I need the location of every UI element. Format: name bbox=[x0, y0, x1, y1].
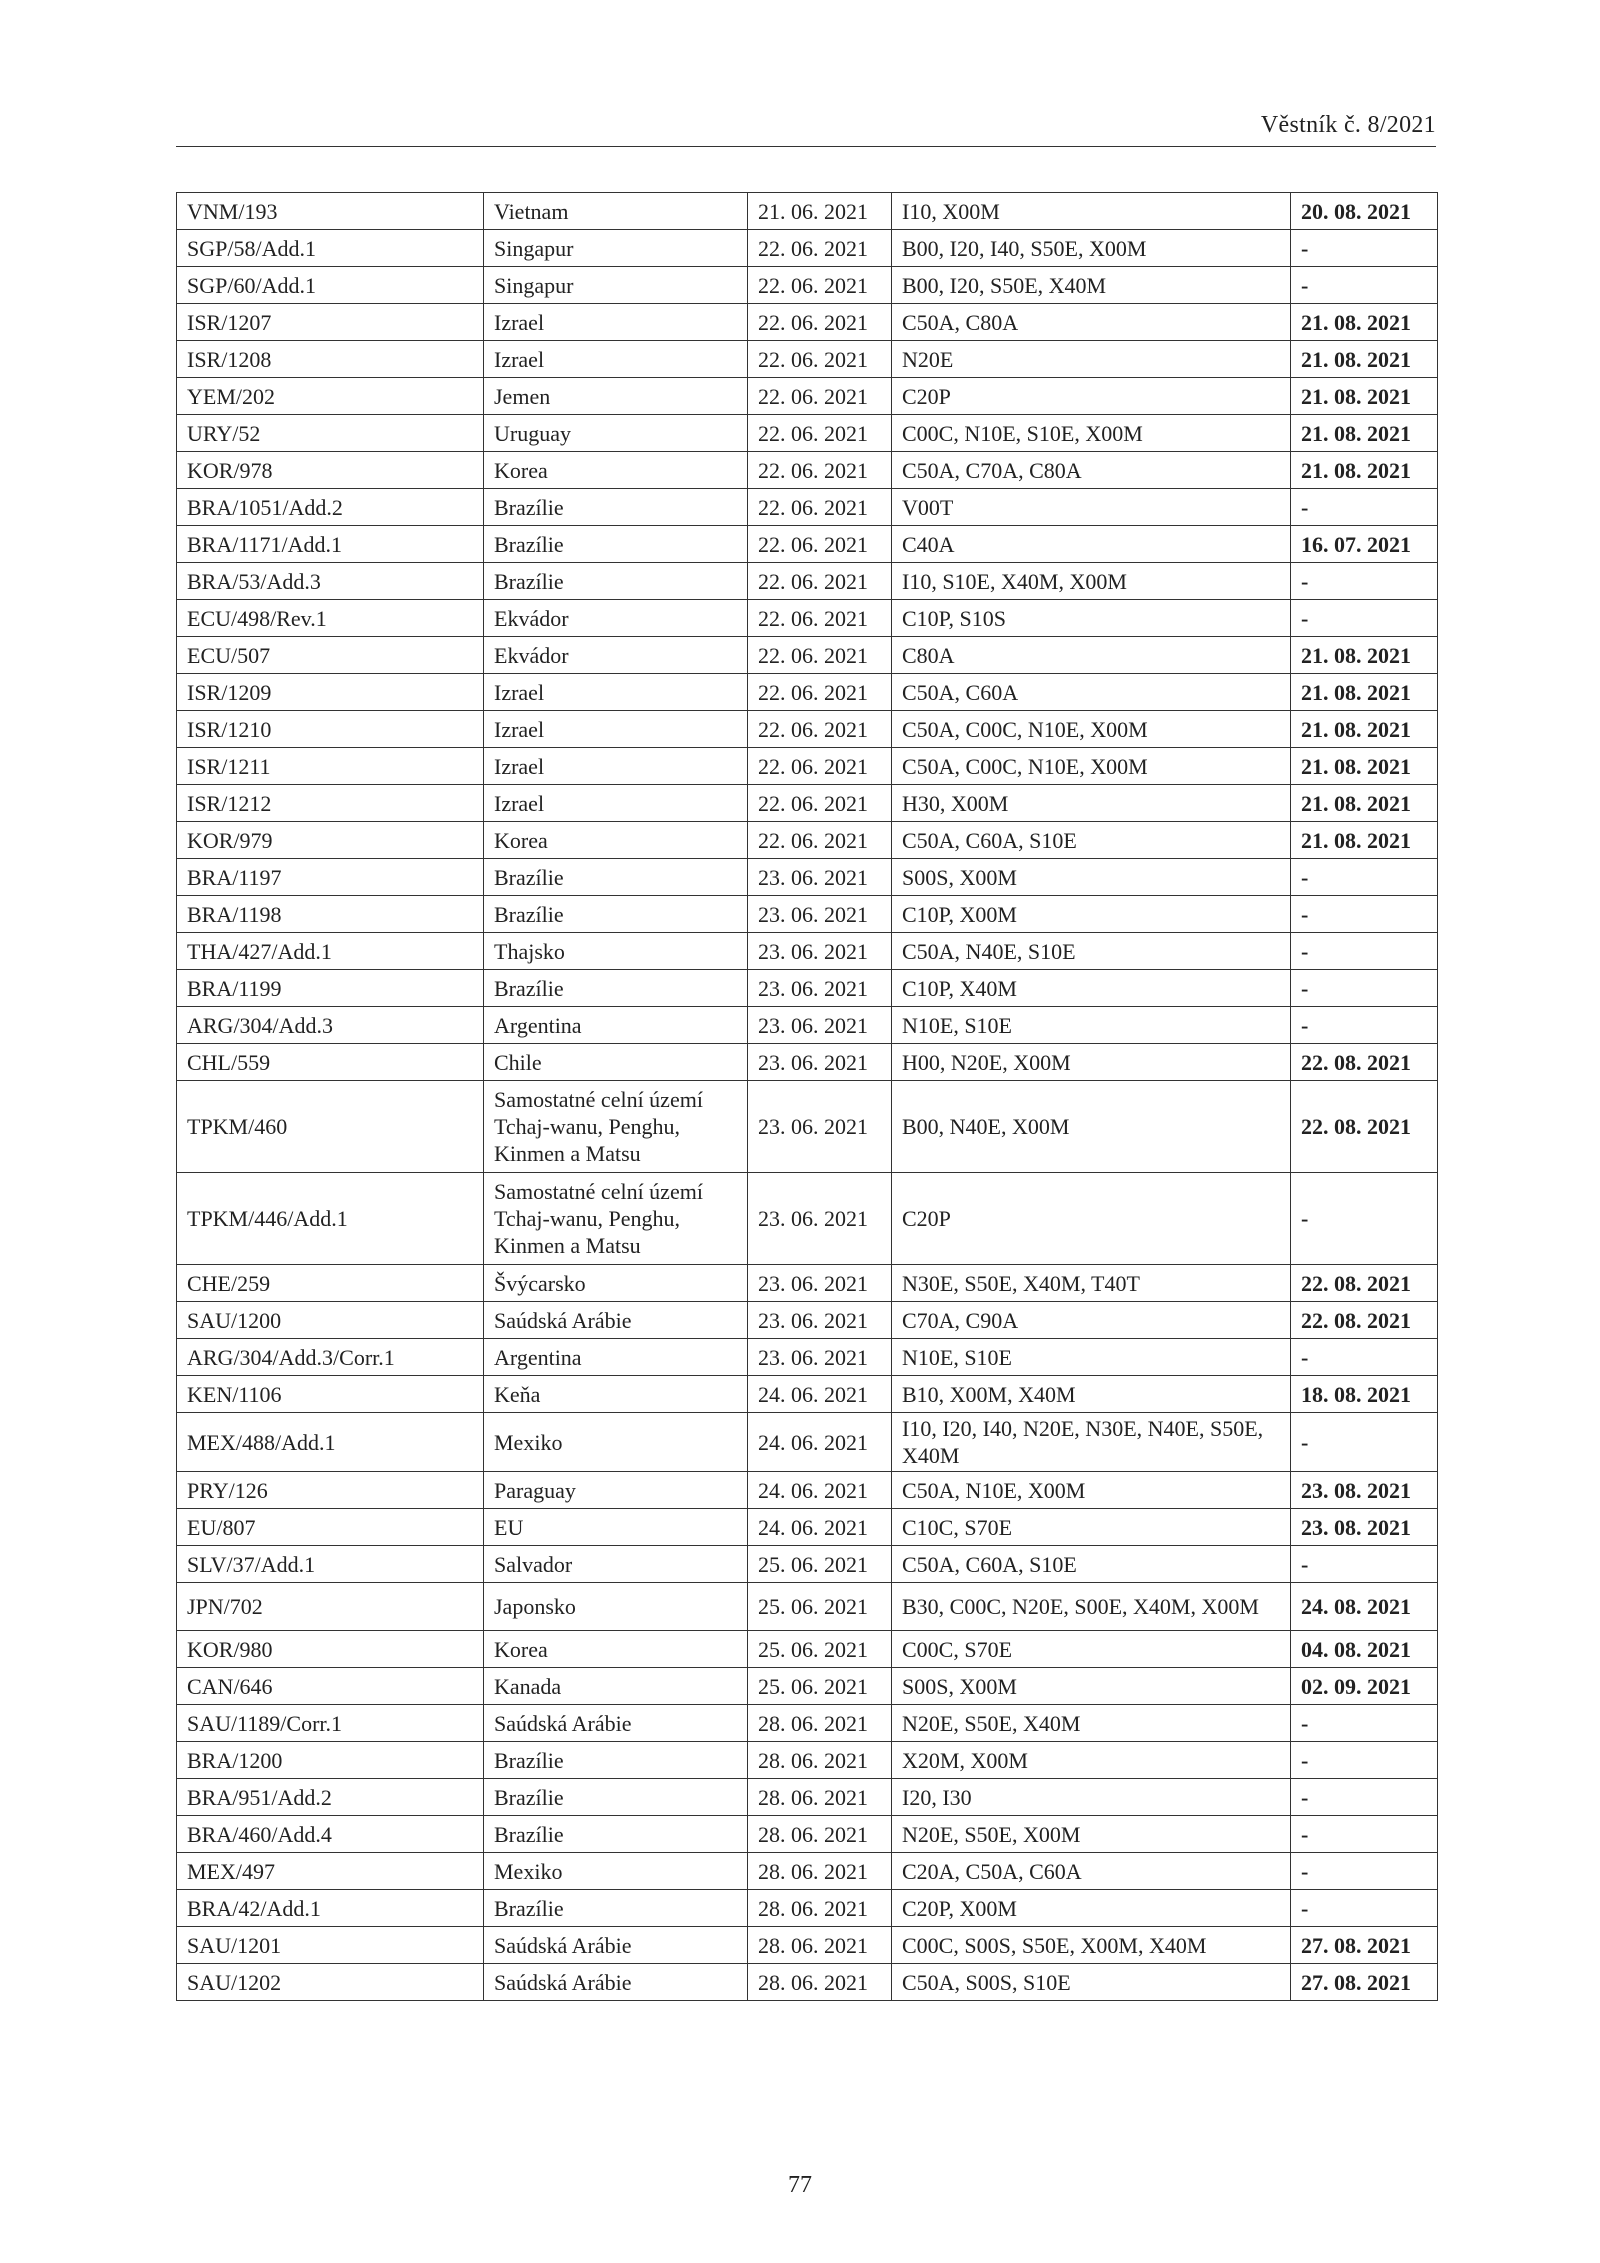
ics-codes-cell: V00T bbox=[892, 489, 1291, 526]
country-cell: Saúdská Arábie bbox=[484, 1302, 748, 1339]
date-cell: 22. 06. 2021 bbox=[748, 637, 892, 674]
ics-codes-cell: C50A, C80A bbox=[892, 304, 1291, 341]
table-row bbox=[177, 822, 1438, 859]
comment-deadline-cell: - bbox=[1291, 563, 1438, 600]
comment-deadline-cell: - bbox=[1291, 230, 1438, 267]
ics-codes-cell: I10, S10E, X40M, X00M bbox=[892, 563, 1291, 600]
ics-codes-cell: B00, I20, S50E, X40M bbox=[892, 267, 1291, 304]
country-cell: Brazílie bbox=[484, 970, 748, 1007]
date-cell: 22. 06. 2021 bbox=[748, 452, 892, 489]
ics-codes-cell: C10C, S70E bbox=[892, 1509, 1291, 1546]
country-cell: Brazílie bbox=[484, 896, 748, 933]
ics-codes-cell: B10, X00M, X40M bbox=[892, 1376, 1291, 1413]
notification-code-cell: VNM/193 bbox=[177, 193, 484, 230]
country-cell: Brazílie bbox=[484, 563, 748, 600]
table-row bbox=[177, 1964, 1438, 2001]
notification-code-cell: YEM/202 bbox=[177, 378, 484, 415]
ics-codes-cell: B00, I20, I40, S50E, X00M bbox=[892, 230, 1291, 267]
ics-codes-cell: C40A bbox=[892, 526, 1291, 563]
ics-codes-cell: C50A, N10E, X00M bbox=[892, 1472, 1291, 1509]
table-row bbox=[177, 1302, 1438, 1339]
comment-deadline-cell: - bbox=[1291, 933, 1438, 970]
table-row bbox=[177, 859, 1438, 896]
notification-code-cell: KEN/1106 bbox=[177, 1376, 484, 1413]
comment-deadline-cell: - bbox=[1291, 859, 1438, 896]
ics-codes-cell: H30, X00M bbox=[892, 785, 1291, 822]
page-number: 77 bbox=[788, 2172, 812, 2198]
comment-deadline-cell: 22. 08. 2021 bbox=[1291, 1302, 1438, 1339]
comment-deadline-cell: 23. 08. 2021 bbox=[1291, 1509, 1438, 1546]
date-cell: 23. 06. 2021 bbox=[748, 933, 892, 970]
notification-code-cell: BRA/1198 bbox=[177, 896, 484, 933]
date-cell: 28. 06. 2021 bbox=[748, 1816, 892, 1853]
ics-codes-cell: I20, I30 bbox=[892, 1779, 1291, 1816]
date-cell: 22. 06. 2021 bbox=[748, 563, 892, 600]
comment-deadline-cell: 16. 07. 2021 bbox=[1291, 526, 1438, 563]
table-row bbox=[177, 452, 1438, 489]
date-cell: 25. 06. 2021 bbox=[748, 1546, 892, 1583]
ics-codes-cell: C70A, C90A bbox=[892, 1302, 1291, 1339]
ics-codes-cell: C50A, C00C, N10E, X00M bbox=[892, 748, 1291, 785]
ics-codes-cell: N30E, S50E, X40M, T40T bbox=[892, 1265, 1291, 1302]
notification-code-cell: EU/807 bbox=[177, 1509, 484, 1546]
notification-code-cell: BRA/1197 bbox=[177, 859, 484, 896]
comment-deadline-cell: - bbox=[1291, 1779, 1438, 1816]
notification-code-cell: CHE/259 bbox=[177, 1265, 484, 1302]
comment-deadline-cell: 22. 08. 2021 bbox=[1291, 1044, 1438, 1081]
date-cell: 22. 06. 2021 bbox=[748, 600, 892, 637]
table-row bbox=[177, 785, 1438, 822]
comment-deadline-cell: - bbox=[1291, 600, 1438, 637]
notification-code-cell: BRA/951/Add.2 bbox=[177, 1779, 484, 1816]
comment-deadline-cell: - bbox=[1291, 1742, 1438, 1779]
comment-deadline-cell: 23. 08. 2021 bbox=[1291, 1472, 1438, 1509]
date-cell: 22. 06. 2021 bbox=[748, 378, 892, 415]
table-row bbox=[177, 563, 1438, 600]
date-cell: 24. 06. 2021 bbox=[748, 1413, 892, 1472]
table-row bbox=[177, 1339, 1438, 1376]
ics-codes-cell: N10E, S10E bbox=[892, 1339, 1291, 1376]
date-cell: 28. 06. 2021 bbox=[748, 1705, 892, 1742]
comment-deadline-cell: 21. 08. 2021 bbox=[1291, 637, 1438, 674]
ics-codes-cell: C20A, C50A, C60A bbox=[892, 1853, 1291, 1890]
date-cell: 22. 06. 2021 bbox=[748, 304, 892, 341]
table-row bbox=[177, 933, 1438, 970]
table-row bbox=[177, 415, 1438, 452]
country-cell: Mexiko bbox=[484, 1413, 748, 1472]
table-row bbox=[177, 230, 1438, 267]
ics-codes-cell: C20P bbox=[892, 378, 1291, 415]
notification-code-cell: BRA/1200 bbox=[177, 1742, 484, 1779]
table-row bbox=[177, 1583, 1438, 1631]
country-cell: Brazílie bbox=[484, 1890, 748, 1927]
date-cell: 23. 06. 2021 bbox=[748, 1081, 892, 1173]
ics-codes-cell: N20E, S50E, X40M bbox=[892, 1705, 1291, 1742]
date-cell: 22. 06. 2021 bbox=[748, 341, 892, 378]
comment-deadline-cell: - bbox=[1291, 489, 1438, 526]
ics-codes-cell: C10P, S10S bbox=[892, 600, 1291, 637]
comment-deadline-cell: 21. 08. 2021 bbox=[1291, 785, 1438, 822]
country-cell: Paraguay bbox=[484, 1472, 748, 1509]
table-row bbox=[177, 341, 1438, 378]
table-row bbox=[177, 1413, 1438, 1472]
ics-codes-cell: C20P, X00M bbox=[892, 1890, 1291, 1927]
comment-deadline-cell: 20. 08. 2021 bbox=[1291, 193, 1438, 230]
notification-code-cell: THA/427/Add.1 bbox=[177, 933, 484, 970]
table-row bbox=[177, 600, 1438, 637]
table-row bbox=[177, 1081, 1438, 1173]
table-row bbox=[177, 1816, 1438, 1853]
notification-table bbox=[176, 192, 1438, 2001]
table-row bbox=[177, 896, 1438, 933]
date-cell: 22. 06. 2021 bbox=[748, 748, 892, 785]
comment-deadline-cell: - bbox=[1291, 1546, 1438, 1583]
date-cell: 22. 06. 2021 bbox=[748, 267, 892, 304]
date-cell: 28. 06. 2021 bbox=[748, 1742, 892, 1779]
table-row bbox=[177, 1376, 1438, 1413]
notification-code-cell: ECU/507 bbox=[177, 637, 484, 674]
date-cell: 28. 06. 2021 bbox=[748, 1853, 892, 1890]
country-cell: Singapur bbox=[484, 267, 748, 304]
comment-deadline-cell: 21. 08. 2021 bbox=[1291, 304, 1438, 341]
comment-deadline-cell: 22. 08. 2021 bbox=[1291, 1265, 1438, 1302]
table-row bbox=[177, 1890, 1438, 1927]
date-cell: 23. 06. 2021 bbox=[748, 1007, 892, 1044]
ics-codes-cell: C00C, N10E, S10E, X00M bbox=[892, 415, 1291, 452]
date-cell: 23. 06. 2021 bbox=[748, 859, 892, 896]
notification-code-cell: KOR/979 bbox=[177, 822, 484, 859]
table-row bbox=[177, 378, 1438, 415]
table-row bbox=[177, 637, 1438, 674]
ics-codes-cell: C20P bbox=[892, 1173, 1291, 1265]
notification-code-cell: BRA/460/Add.4 bbox=[177, 1816, 484, 1853]
country-cell: Izrael bbox=[484, 748, 748, 785]
date-cell: 22. 06. 2021 bbox=[748, 822, 892, 859]
date-cell: 23. 06. 2021 bbox=[748, 1173, 892, 1265]
notification-code-cell: MEX/497 bbox=[177, 1853, 484, 1890]
notification-code-cell: SAU/1200 bbox=[177, 1302, 484, 1339]
comment-deadline-cell: 21. 08. 2021 bbox=[1291, 378, 1438, 415]
date-cell: 23. 06. 2021 bbox=[748, 970, 892, 1007]
notification-code-cell: BRA/42/Add.1 bbox=[177, 1890, 484, 1927]
country-cell: EU bbox=[484, 1509, 748, 1546]
ics-codes-cell: B30, C00C, N20E, S00E, X40M, X00M bbox=[892, 1583, 1291, 1631]
ics-codes-cell: C10P, X40M bbox=[892, 970, 1291, 1007]
notification-code-cell: ISR/1212 bbox=[177, 785, 484, 822]
country-cell: Saúdská Arábie bbox=[484, 1964, 748, 2001]
ics-codes-cell: N20E bbox=[892, 341, 1291, 378]
comment-deadline-cell: - bbox=[1291, 1853, 1438, 1890]
comment-deadline-cell: 21. 08. 2021 bbox=[1291, 452, 1438, 489]
table-row bbox=[177, 1853, 1438, 1890]
country-cell: Ekvádor bbox=[484, 600, 748, 637]
ics-codes-cell: X20M, X00M bbox=[892, 1742, 1291, 1779]
date-cell: 23. 06. 2021 bbox=[748, 1265, 892, 1302]
page-header bbox=[176, 110, 1436, 147]
notification-code-cell: TPKM/446/Add.1 bbox=[177, 1173, 484, 1265]
country-cell: Izrael bbox=[484, 341, 748, 378]
date-cell: 23. 06. 2021 bbox=[748, 1302, 892, 1339]
table-row bbox=[177, 1472, 1438, 1509]
notification-code-cell: ISR/1208 bbox=[177, 341, 484, 378]
comment-deadline-cell: - bbox=[1291, 1007, 1438, 1044]
comment-deadline-cell: 21. 08. 2021 bbox=[1291, 822, 1438, 859]
table-row bbox=[177, 748, 1438, 785]
journal-issue-title: Věstník č. 8/2021 bbox=[1260, 112, 1436, 138]
table-row bbox=[177, 1173, 1438, 1265]
comment-deadline-cell: - bbox=[1291, 970, 1438, 1007]
ics-codes-cell: S00S, X00M bbox=[892, 1668, 1291, 1705]
country-cell: Korea bbox=[484, 452, 748, 489]
notification-code-cell: SLV/37/Add.1 bbox=[177, 1546, 484, 1583]
country-cell: Ekvádor bbox=[484, 637, 748, 674]
date-cell: 24. 06. 2021 bbox=[748, 1472, 892, 1509]
notification-code-cell: SAU/1201 bbox=[177, 1927, 484, 1964]
country-cell: Švýcarsko bbox=[484, 1265, 748, 1302]
date-cell: 25. 06. 2021 bbox=[748, 1668, 892, 1705]
country-cell: Chile bbox=[484, 1044, 748, 1081]
comment-deadline-cell: 27. 08. 2021 bbox=[1291, 1964, 1438, 2001]
ics-codes-cell: C50A, C00C, N10E, X00M bbox=[892, 711, 1291, 748]
notification-code-cell: BRA/53/Add.3 bbox=[177, 563, 484, 600]
notification-code-cell: PRY/126 bbox=[177, 1472, 484, 1509]
country-cell: Keňa bbox=[484, 1376, 748, 1413]
date-cell: 28. 06. 2021 bbox=[748, 1927, 892, 1964]
country-cell: Saúdská Arábie bbox=[484, 1927, 748, 1964]
table-row bbox=[177, 267, 1438, 304]
comment-deadline-cell: 24. 08. 2021 bbox=[1291, 1583, 1438, 1631]
country-cell: Samostatné celní území Tchaj-wanu, Penghu, Kinmen a Matsu bbox=[484, 1173, 748, 1265]
table-row bbox=[177, 711, 1438, 748]
date-cell: 22. 06. 2021 bbox=[748, 711, 892, 748]
country-cell: Brazílie bbox=[484, 526, 748, 563]
comment-deadline-cell: 21. 08. 2021 bbox=[1291, 415, 1438, 452]
country-cell: Brazílie bbox=[484, 1816, 748, 1853]
country-cell: Izrael bbox=[484, 711, 748, 748]
notification-code-cell: ISR/1210 bbox=[177, 711, 484, 748]
country-cell: Izrael bbox=[484, 304, 748, 341]
comment-deadline-cell: - bbox=[1291, 1890, 1438, 1927]
country-cell: Kanada bbox=[484, 1668, 748, 1705]
comment-deadline-cell: - bbox=[1291, 1705, 1438, 1742]
table-row bbox=[177, 1779, 1438, 1816]
date-cell: 21. 06. 2021 bbox=[748, 193, 892, 230]
date-cell: 28. 06. 2021 bbox=[748, 1964, 892, 2001]
ics-codes-cell: C50A, C70A, C80A bbox=[892, 452, 1291, 489]
table-row bbox=[177, 526, 1438, 563]
notification-table-body bbox=[177, 193, 1438, 2001]
notification-code-cell: MEX/488/Add.1 bbox=[177, 1413, 484, 1472]
date-cell: 22. 06. 2021 bbox=[748, 785, 892, 822]
table-row bbox=[177, 674, 1438, 711]
country-cell: Argentina bbox=[484, 1339, 748, 1376]
country-cell: Saúdská Arábie bbox=[484, 1705, 748, 1742]
notification-code-cell: TPKM/460 bbox=[177, 1081, 484, 1173]
ics-codes-cell: C00C, S00S, S50E, X00M, X40M bbox=[892, 1927, 1291, 1964]
table-row bbox=[177, 1668, 1438, 1705]
country-cell: Salvador bbox=[484, 1546, 748, 1583]
country-cell: Izrael bbox=[484, 785, 748, 822]
ics-codes-cell: S00S, X00M bbox=[892, 859, 1291, 896]
comment-deadline-cell: 27. 08. 2021 bbox=[1291, 1927, 1438, 1964]
country-cell: Brazílie bbox=[484, 489, 748, 526]
ics-codes-cell: B00, N40E, X00M bbox=[892, 1081, 1291, 1173]
comment-deadline-cell: - bbox=[1291, 267, 1438, 304]
country-cell: Korea bbox=[484, 1631, 748, 1668]
notification-code-cell: BRA/1171/Add.1 bbox=[177, 526, 484, 563]
country-cell: Argentina bbox=[484, 1007, 748, 1044]
notification-code-cell: KOR/980 bbox=[177, 1631, 484, 1668]
comment-deadline-cell: - bbox=[1291, 1173, 1438, 1265]
ics-codes-cell: C50A, S00S, S10E bbox=[892, 1964, 1291, 2001]
notification-code-cell: ISR/1209 bbox=[177, 674, 484, 711]
notification-code-cell: KOR/978 bbox=[177, 452, 484, 489]
comment-deadline-cell: - bbox=[1291, 1413, 1438, 1472]
ics-codes-cell: C50A, N40E, S10E bbox=[892, 933, 1291, 970]
table-row bbox=[177, 1044, 1438, 1081]
notification-code-cell: ARG/304/Add.3 bbox=[177, 1007, 484, 1044]
table-row bbox=[177, 1509, 1438, 1546]
country-cell: Uruguay bbox=[484, 415, 748, 452]
table-row bbox=[177, 1265, 1438, 1302]
date-cell: 28. 06. 2021 bbox=[748, 1779, 892, 1816]
comment-deadline-cell: - bbox=[1291, 1339, 1438, 1376]
notification-code-cell: JPN/702 bbox=[177, 1583, 484, 1631]
table-row bbox=[177, 1631, 1438, 1668]
comment-deadline-cell: - bbox=[1291, 1816, 1438, 1853]
notification-code-cell: SAU/1189/Corr.1 bbox=[177, 1705, 484, 1742]
date-cell: 24. 06. 2021 bbox=[748, 1509, 892, 1546]
ics-codes-cell: I10, X00M bbox=[892, 193, 1291, 230]
notification-code-cell: ISR/1207 bbox=[177, 304, 484, 341]
ics-codes-cell: H00, N20E, X00M bbox=[892, 1044, 1291, 1081]
comment-deadline-cell: 22. 08. 2021 bbox=[1291, 1081, 1438, 1173]
ics-codes-cell: I10, I20, I40, N20E, N30E, N40E, S50E, X40M bbox=[892, 1413, 1291, 1472]
notification-code-cell: SGP/58/Add.1 bbox=[177, 230, 484, 267]
date-cell: 22. 06. 2021 bbox=[748, 674, 892, 711]
comment-deadline-cell: 21. 08. 2021 bbox=[1291, 748, 1438, 785]
notification-code-cell: BRA/1199 bbox=[177, 970, 484, 1007]
table-row bbox=[177, 193, 1438, 230]
country-cell: Vietnam bbox=[484, 193, 748, 230]
country-cell: Japonsko bbox=[484, 1583, 748, 1631]
date-cell: 24. 06. 2021 bbox=[748, 1376, 892, 1413]
date-cell: 22. 06. 2021 bbox=[748, 415, 892, 452]
country-cell: Korea bbox=[484, 822, 748, 859]
table-row bbox=[177, 1742, 1438, 1779]
ics-codes-cell: C50A, C60A bbox=[892, 674, 1291, 711]
notification-code-cell: BRA/1051/Add.2 bbox=[177, 489, 484, 526]
comment-deadline-cell: - bbox=[1291, 896, 1438, 933]
country-cell: Izrael bbox=[484, 674, 748, 711]
country-cell: Brazílie bbox=[484, 1742, 748, 1779]
ics-codes-cell: C80A bbox=[892, 637, 1291, 674]
notification-code-cell: CHL/559 bbox=[177, 1044, 484, 1081]
ics-codes-cell: C50A, C60A, S10E bbox=[892, 1546, 1291, 1583]
table-row bbox=[177, 1927, 1438, 1964]
ics-codes-cell: C10P, X00M bbox=[892, 896, 1291, 933]
date-cell: 23. 06. 2021 bbox=[748, 896, 892, 933]
comment-deadline-cell: 18. 08. 2021 bbox=[1291, 1376, 1438, 1413]
table-row bbox=[177, 1546, 1438, 1583]
ics-codes-cell: C00C, S70E bbox=[892, 1631, 1291, 1668]
comment-deadline-cell: 02. 09. 2021 bbox=[1291, 1668, 1438, 1705]
date-cell: 28. 06. 2021 bbox=[748, 1890, 892, 1927]
table-row bbox=[177, 970, 1438, 1007]
comment-deadline-cell: 04. 08. 2021 bbox=[1291, 1631, 1438, 1668]
date-cell: 22. 06. 2021 bbox=[748, 230, 892, 267]
table-row bbox=[177, 1007, 1438, 1044]
notification-code-cell: SGP/60/Add.1 bbox=[177, 267, 484, 304]
ics-codes-cell: N10E, S10E bbox=[892, 1007, 1291, 1044]
country-cell: Singapur bbox=[484, 230, 748, 267]
ics-codes-cell: N20E, S50E, X00M bbox=[892, 1816, 1291, 1853]
notification-code-cell: URY/52 bbox=[177, 415, 484, 452]
date-cell: 23. 06. 2021 bbox=[748, 1339, 892, 1376]
country-cell: Brazílie bbox=[484, 1779, 748, 1816]
table-row bbox=[177, 304, 1438, 341]
country-cell: Mexiko bbox=[484, 1853, 748, 1890]
date-cell: 25. 06. 2021 bbox=[748, 1583, 892, 1631]
date-cell: 25. 06. 2021 bbox=[748, 1631, 892, 1668]
notification-code-cell: ISR/1211 bbox=[177, 748, 484, 785]
comment-deadline-cell: 21. 08. 2021 bbox=[1291, 711, 1438, 748]
notification-code-cell: SAU/1202 bbox=[177, 1964, 484, 2001]
country-cell: Samostatné celní území Tchaj-wanu, Penghu, Kinmen a Matsu bbox=[484, 1081, 748, 1173]
date-cell: 23. 06. 2021 bbox=[748, 1044, 892, 1081]
comment-deadline-cell: 21. 08. 2021 bbox=[1291, 674, 1438, 711]
notification-code-cell: CAN/646 bbox=[177, 1668, 484, 1705]
date-cell: 22. 06. 2021 bbox=[748, 526, 892, 563]
country-cell: Jemen bbox=[484, 378, 748, 415]
table-row bbox=[177, 489, 1438, 526]
comment-deadline-cell: 21. 08. 2021 bbox=[1291, 341, 1438, 378]
table-row bbox=[177, 1705, 1438, 1742]
notification-code-cell: ARG/304/Add.3/Corr.1 bbox=[177, 1339, 484, 1376]
country-cell: Brazílie bbox=[484, 859, 748, 896]
country-cell: Thajsko bbox=[484, 933, 748, 970]
date-cell: 22. 06. 2021 bbox=[748, 489, 892, 526]
ics-codes-cell: C50A, C60A, S10E bbox=[892, 822, 1291, 859]
notification-code-cell: ECU/498/Rev.1 bbox=[177, 600, 484, 637]
